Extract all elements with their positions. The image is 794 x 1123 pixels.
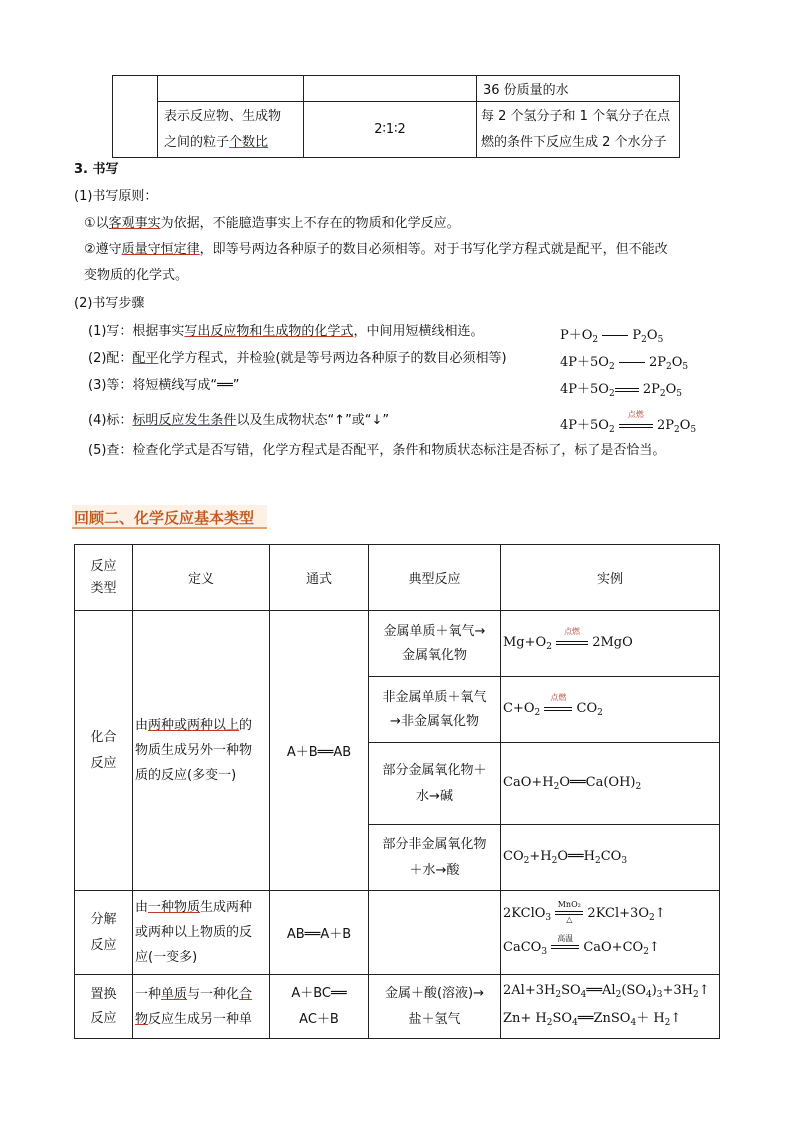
general-combination: A＋B══AB	[270, 611, 369, 891]
principle-2-cont: 变物质的化学式。	[84, 268, 189, 283]
table-header-row	[75, 545, 720, 611]
typical-metal-oxygen: 金属单质＋氧气→ 金属氧化物	[369, 611, 501, 677]
step-balance: (2)配：配平化学方程式，并检验(就是等号两边各种原子的数目必须相等)	[88, 351, 507, 366]
example-caco3: CaCO$_3$ 高温 $CaO+CO_2↑$	[503, 933, 660, 957]
top-cell-blank-3	[304, 76, 477, 102]
table-row	[75, 975, 720, 1039]
example-mg: $Mg+O_2$ 点燃 2MgO	[501, 611, 720, 677]
example-al: $2Al+3H_2SO_4══Al_2(SO_4)_3+3H_2↑$	[503, 982, 710, 1000]
step-mark: (4)标：标明反应发生条件以及生成物状态“↑”或“↓”	[88, 413, 390, 428]
example-co2: $CO_2+H_2O══H_2CO_3$	[501, 825, 720, 891]
typical-metal-oxide-water: 部分金属氧化物＋ 水→碱	[369, 743, 501, 825]
top-cell-ratio-value: 2∶1∶2	[304, 102, 477, 158]
typical-nonmetal-oxide-water: 部分非金属氧化物 ＋水→酸	[369, 825, 501, 891]
table-row	[75, 611, 720, 677]
typical-nonmetal-oxygen: 非金属单质＋氧气 →非金属氧化物	[369, 677, 501, 743]
general-displacement: A＋BC══ AC＋B	[270, 975, 369, 1039]
formula-step4: $4P+5O_2$ 点燃 $2P_2O_5$	[560, 410, 697, 435]
reaction-types-table	[74, 544, 720, 1039]
step-write: (1)写：根据事实写出反应物和生成物的化学式，中间用短横线相连。	[88, 324, 484, 339]
top-cell-particle-meaning: 每 2 个氢分子和 1 个氧分子在点 燃的条件下反应生成 2 个水分子	[477, 102, 680, 158]
top-cell-water-mass: 36 份质量的水	[477, 76, 680, 102]
header-example: 实例	[501, 545, 720, 611]
header-type: 反应 类型	[75, 545, 133, 611]
typical-decomposition-empty	[369, 891, 501, 975]
def-decomposition: 由一种物质生成两种 或两种以上物质的反 应(一变多)	[133, 891, 270, 975]
example-decomposition	[501, 891, 720, 975]
formula-step3: $4P+5O_2$ $2P_2O_5$	[560, 382, 682, 399]
general-decomposition: AB══A＋B	[270, 891, 369, 975]
top-cell-particle-ratio-label: 表示反应物、生成物 之间的粒子个数比	[158, 102, 304, 158]
review-2-header	[72, 505, 267, 529]
principle-2: ②遵守质量守恒定律，即等号两边各种原子的数目必须相等。对于书写化学方程式就是配平，但不能改	[84, 242, 668, 257]
review-2-title: 回顾二、化学反应基本类型	[74, 509, 255, 527]
def-displacement: 一种单质与一种化合 物反应生成另一种单	[133, 975, 270, 1039]
type-combination: 化合 反应	[75, 611, 133, 891]
step-equal: (3)等：将短横线写成“══”	[88, 378, 240, 393]
step-check: (5)查：检查化学式是否写错，化学方程式是否配平，条件和物质状态标注是否标了，标了是否恰当。	[88, 443, 666, 458]
typical-displacement: 金属＋酸(溶液)→ 盐＋氢气	[369, 975, 501, 1039]
header-typical: 典型反应	[369, 545, 501, 611]
principles-title: (1)书写原则：	[74, 189, 158, 204]
top-cell-blank-2	[158, 76, 304, 102]
steps-title: (2)书写步骤	[74, 296, 145, 311]
def-combination: 由两种或两种以上的 物质生成另外一种物 质的反应(多变一)	[133, 611, 270, 891]
example-carbon: $C+O_2$ 点燃 $CO_2$	[501, 677, 720, 743]
formula-step1: $P+O_2$ $P_2O_5$	[560, 328, 664, 345]
top-table	[112, 75, 680, 158]
formula-step2: $4P+5O_2$ $2P_2O_5$	[560, 355, 689, 372]
principle-1: ①以客观事实为依据，不能臆造事实上不存在的物质和化学反应。	[84, 216, 460, 231]
example-zn: $Zn+ H_2SO_4══ZnSO_4+$ $H_2↑$	[503, 1010, 682, 1028]
header-general-form: 通式	[270, 545, 369, 611]
example-displacement	[501, 975, 720, 1039]
section-writing	[74, 160, 734, 470]
table-row	[75, 891, 720, 975]
type-displacement: 置换 反应	[75, 975, 133, 1039]
header-definition: 定义	[133, 545, 270, 611]
type-decomposition: 分解 反应	[75, 891, 133, 975]
top-cell-blank-1	[113, 76, 158, 158]
example-kclo3: 2KClO$_3$ MnO₂ △ $2KCl+3O_2↑$	[503, 899, 666, 924]
example-cao: $CaO+H_2O══Ca(OH)_2$	[501, 743, 720, 825]
section-heading: 3. 书写	[74, 162, 119, 177]
